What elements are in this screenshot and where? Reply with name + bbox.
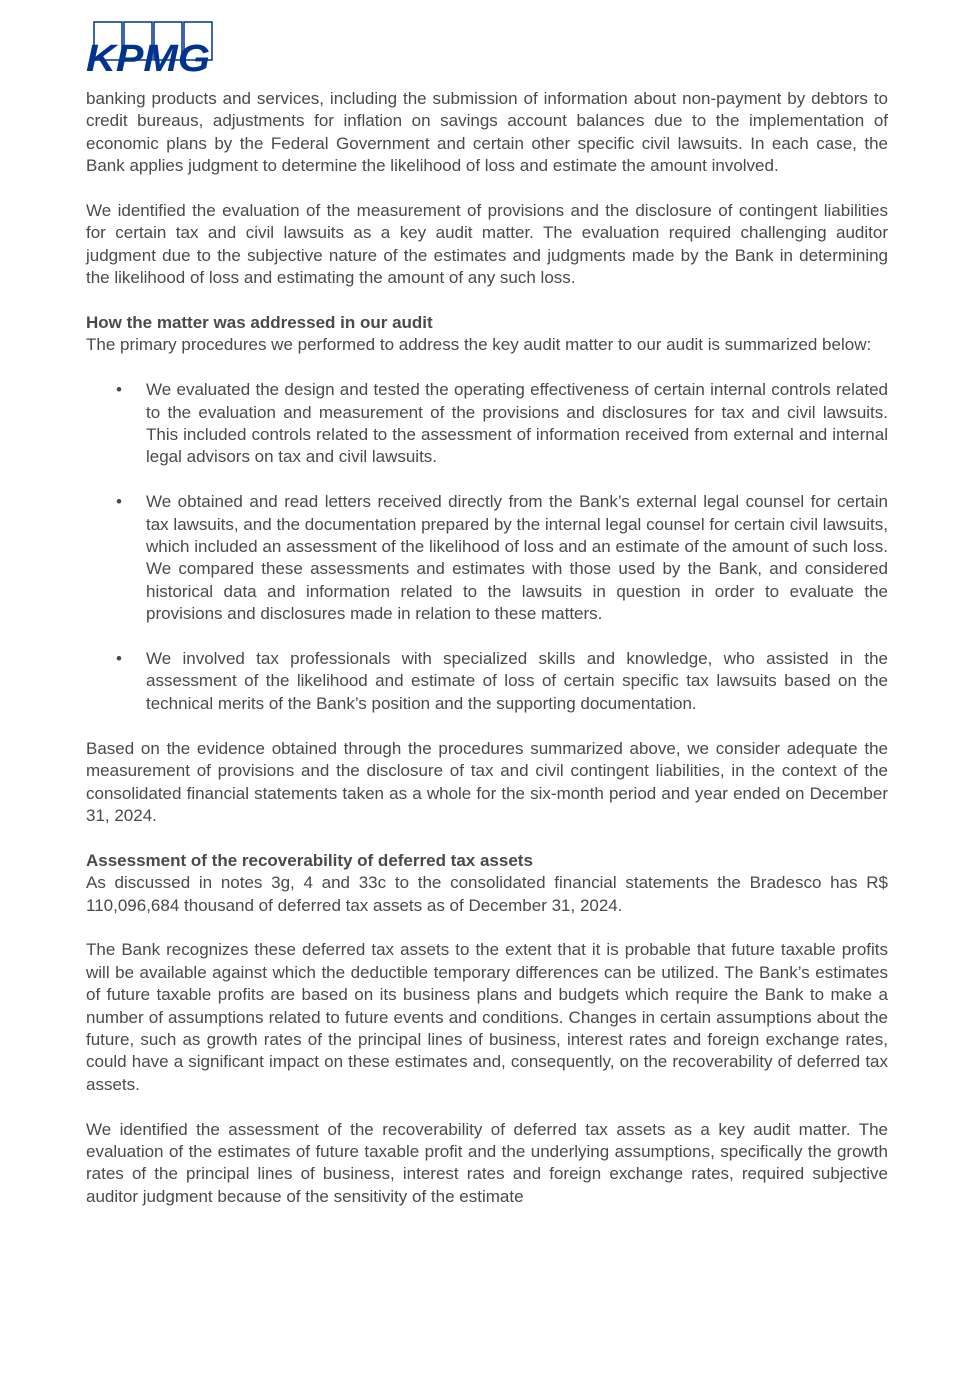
- paragraph-key-audit-matter-deferred-tax: We identified the assessment of the recoverability of deferred tax assets as a key audit matter. The evaluation of the estimates of future taxable profit and the underlying assumptions, specifically the growth rates of the principal lines of business, interest rates and foreign exchange rates, required subjective auditor judgment because of the sensitivity of the estimate: [86, 1119, 888, 1206]
- bullet-icon: •: [116, 380, 122, 400]
- document-body: [86, 88, 888, 1231]
- paragraph-conclusion: Based on the evidence obtained through the procedures summarized above, we consider adequate the measurement of provisions and the disclosure of tax and civil contingent liabilities, in the context of the consolidated financial statements taken as a whole for the six-month period and year ended on December 31, 2024.: [86, 738, 888, 825]
- list-item: [86, 379, 888, 469]
- kpmg-logo: [86, 20, 214, 74]
- list-item-text: We obtained and read letters received directly from the Bank’s external legal counsel for certain tax lawsuits, and the documentation prepared by the internal legal counsel for certain civil lawsuits, which included an assessment of the likelihood of loss and an estimate of the amount of such loss. We compared these assessments and estimates with those used by the Bank, and considered historical data and information related to the lawsuits in question in order to evaluate the provisions and disclosures made in relation to these matters.: [146, 492, 888, 624]
- list-item-text: We evaluated the design and tested the operating effectiveness of certain internal controls related to the evaluation and measurement of the provisions and disclosures for tax and civil lawsuits. This included controls related to the assessment of information received from external and internal legal advisors on tax and civil lawsuits.: [146, 380, 888, 467]
- list-item-text: We involved tax professionals with specialized skills and knowledge, who assisted in the assessment of the likelihood and estimate of loss of certain specific tax lawsuits based on the technical merits of the Bank’s position and the supporting documentation.: [146, 649, 888, 713]
- section-heading-audit-approach: How the matter was addressed in our audit: [86, 313, 433, 333]
- logo-wordmark: KPMG: [86, 38, 210, 74]
- paragraph-deferred-tax-recognition: The Bank recognizes these deferred tax assets to the extent that it is probable that future taxable profits will be available against which the deductible temporary differences can be utilized. The Bank’s estimates of future taxable profits are based on its business plans and budgets which require the Bank to make a number of assumptions related to future events and conditions. Changes in certain assumptions about the future, such as growth rates of the principal lines of business, interest rates and foreign exchange rates, could have a significant impact on these estimates and, consequently, on the recoverability of deferred tax assets.: [86, 940, 888, 1094]
- paragraph-key-audit-matter-provisions: We identified the evaluation of the measurement of provisions and the disclosure of contingent liabilities for certain tax and civil lawsuits as a key audit matter. The evaluation required challenging auditor judgment due to the subjective nature of the estimates and judgments made by the Bank in determining the likelihood of loss and estimating the amount of any such loss.: [86, 201, 888, 288]
- bullet-icon: •: [116, 492, 122, 512]
- paragraph-deferred-tax-amount: As discussed in notes 3g, 4 and 33c to the consolidated financial statements the Bradesco has R$ 110,096,684 thousand of deferred tax assets as of December 31, 2024.: [86, 873, 888, 915]
- list-item: [86, 648, 888, 715]
- paragraph-procedures-intro: The primary procedures we performed to address the key audit matter to our audit is summarized below:: [86, 335, 872, 355]
- list-item: [86, 491, 888, 625]
- paragraph-provisions-context: banking products and services, including the submission of information about non-payment by debtors to credit bureaus, adjustments for inflation on savings account balances due to the implementation of economic plans by the Federal Government and certain other specific civil lawsuits. In each case, the Bank applies judgment to determine the likelihood of loss and estimate the amount involved.: [86, 89, 888, 176]
- section-heading-deferred-tax: Assessment of the recoverability of deferred tax assets: [86, 850, 533, 870]
- bullet-icon: •: [116, 649, 122, 669]
- procedures-list: [86, 379, 888, 715]
